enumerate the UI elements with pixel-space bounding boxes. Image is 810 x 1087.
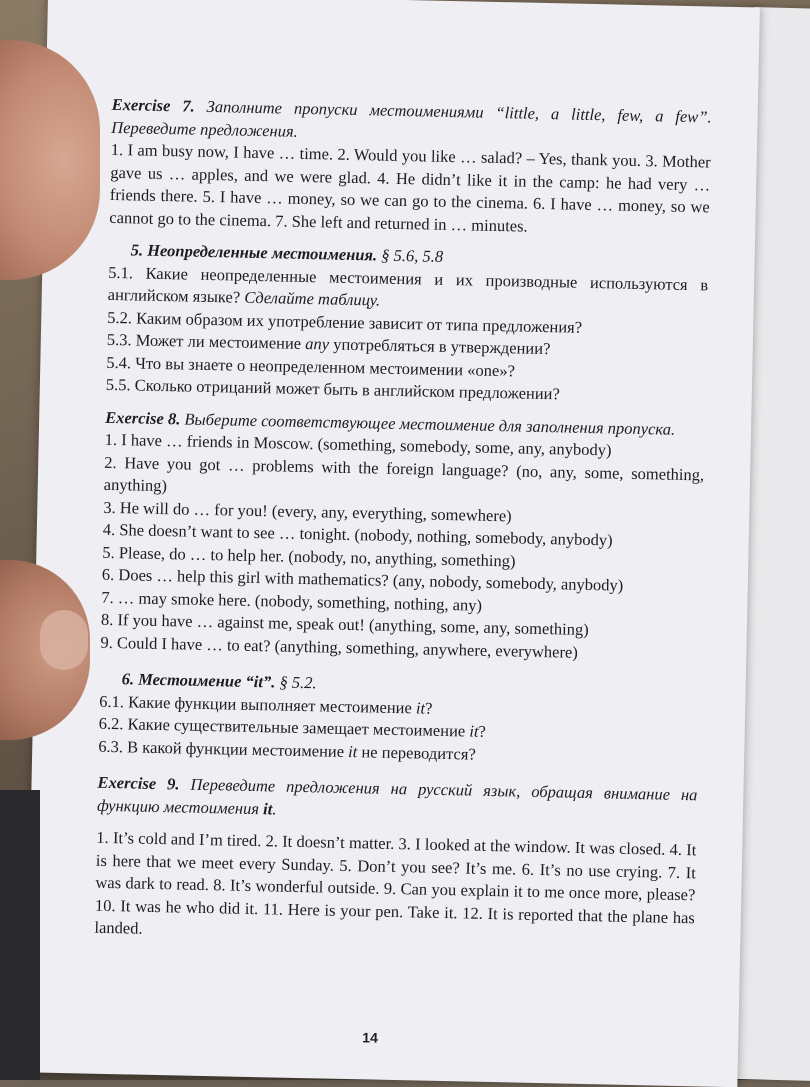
exercise-9-title-end: . <box>272 798 277 819</box>
question-5-3-a: 5.3. Может ли местоимение <box>106 329 306 354</box>
question-6-1-b: ? <box>424 698 433 718</box>
exercise-9-title-word: it <box>262 798 273 818</box>
question-5-5: 5.5. Сколько отрицаний может быть в английском предложении? <box>105 374 561 404</box>
exercise-8-item: 9. Could I have … to eat? (anything, something, anywhere, everywhere) <box>100 632 579 662</box>
exercise-9-title: Переведите предложения на русский язык, обращая внимание на функцию местоимения <box>96 774 698 818</box>
dark-surface <box>0 790 40 1080</box>
page-text <box>94 94 712 952</box>
section-5-title: 5. Неопределенные местоимения. <box>130 240 378 265</box>
question-6-1-a: 6.1. Какие функции выполняет местоимение <box>99 691 417 717</box>
section-6-title: 6. Местоимение “it”. <box>121 669 276 692</box>
exercise-8-item: 1. I have … friends in Moscow. (something, somebody, some, any, anybody) <box>104 429 612 460</box>
question-5-1-text: 5.1. Какие неопределенные местоимения и их производные используются в английском языке? <box>107 262 709 307</box>
question-5-3-b: употребляться в утверждении? <box>328 334 551 359</box>
exercise-8-item: 2. Have you got … problems with the foreign language? (no, any, some, something, anything) <box>103 452 705 496</box>
section-5-ref: § 5.6, 5.8 <box>376 245 444 266</box>
exercise-8-item: 7. … may smoke here. (nobody, something, nothing, any) <box>101 587 483 615</box>
question-6-2-b: ? <box>478 721 487 741</box>
question-6-3-b: не переводится? <box>357 741 476 764</box>
book-page <box>25 0 759 1087</box>
exercise-8-label: Exercise 8. <box>105 407 181 428</box>
section-6-ref: § 5.2. <box>275 672 317 693</box>
question-5-4: 5.4. Что вы знаете о неопределенном местоимении «one»? <box>106 352 516 380</box>
thumbnail <box>40 610 88 670</box>
question-6-1-word: it <box>415 697 426 718</box>
exercise-8-title: Выберите соответствующее местоимение для заполнения пропуска. <box>180 408 676 439</box>
exercise-8-item: 5. Please, do … to help her. (nobody, no, anything, something) <box>102 542 516 570</box>
page-number: 14 <box>362 1029 379 1046</box>
exercise-8-item: 8. If you have … against me, speak out! (anything, some, any, something) <box>100 609 589 640</box>
exercise-9-label: Exercise 9. <box>97 772 180 794</box>
question-5-3-word: any <box>305 334 330 354</box>
exercise-7-text: 1. I am busy now, I have … time. 2. Would you like … salad? – Yes, thank you. 3. Mother gave us … apples, and we were glad. 4. He didn’t like it in the camp: he had very … friends there. 5. I have … money, so we can go to the cinema. 6. I have … money, so we cannot go to the cinema. 7. She left and returned in … minutes. <box>109 139 711 236</box>
question-5-2: 5.2. Каким образом их употребление зависит от типа предложения? <box>107 307 583 337</box>
exercise-7-label: Exercise 7. <box>111 94 195 116</box>
question-5-1-task: Сделайте таблицу. <box>239 287 381 310</box>
exercise-8-item: 4. She doesn’t want to see … tonight. (nobody, nothing, somebody, anybody) <box>102 519 613 550</box>
question-6-3-a: 6.3. В какой функции местоимение <box>98 736 349 761</box>
exercise-8-item: 6. Does … help this girl with mathematics? (any, nobody, somebody, anybody) <box>101 564 624 595</box>
question-6-2-a: 6.2. Какие существительные замещает местоимение <box>98 713 470 741</box>
question-6-3-word: it <box>347 741 358 761</box>
exercise-7-title: Заполните пропуски местоимениями “little, a little, few, a few”. Переведите предложения. <box>111 96 712 141</box>
exercise-8-item: 3. He will do … for you! (every, any, everything, somewhere) <box>103 497 512 525</box>
exercise-9-text: 1. It’s cold and I’m tired. 2. It doesn’t matter. 3. I looked at the window. It was closed. 4. It is here that we meet every Sunday. 5. Don’t you see? It’s me. 6. It’s no use crying. 7. It was dark to read. 8. It’s wonderful outside. 9. Can you explain it to me once more, please? 10. It was he who did it. 11. Here is your pen. Take it. 12. It is reported that the plane has landed. <box>94 827 697 938</box>
question-6-2-word: it <box>469 721 479 741</box>
